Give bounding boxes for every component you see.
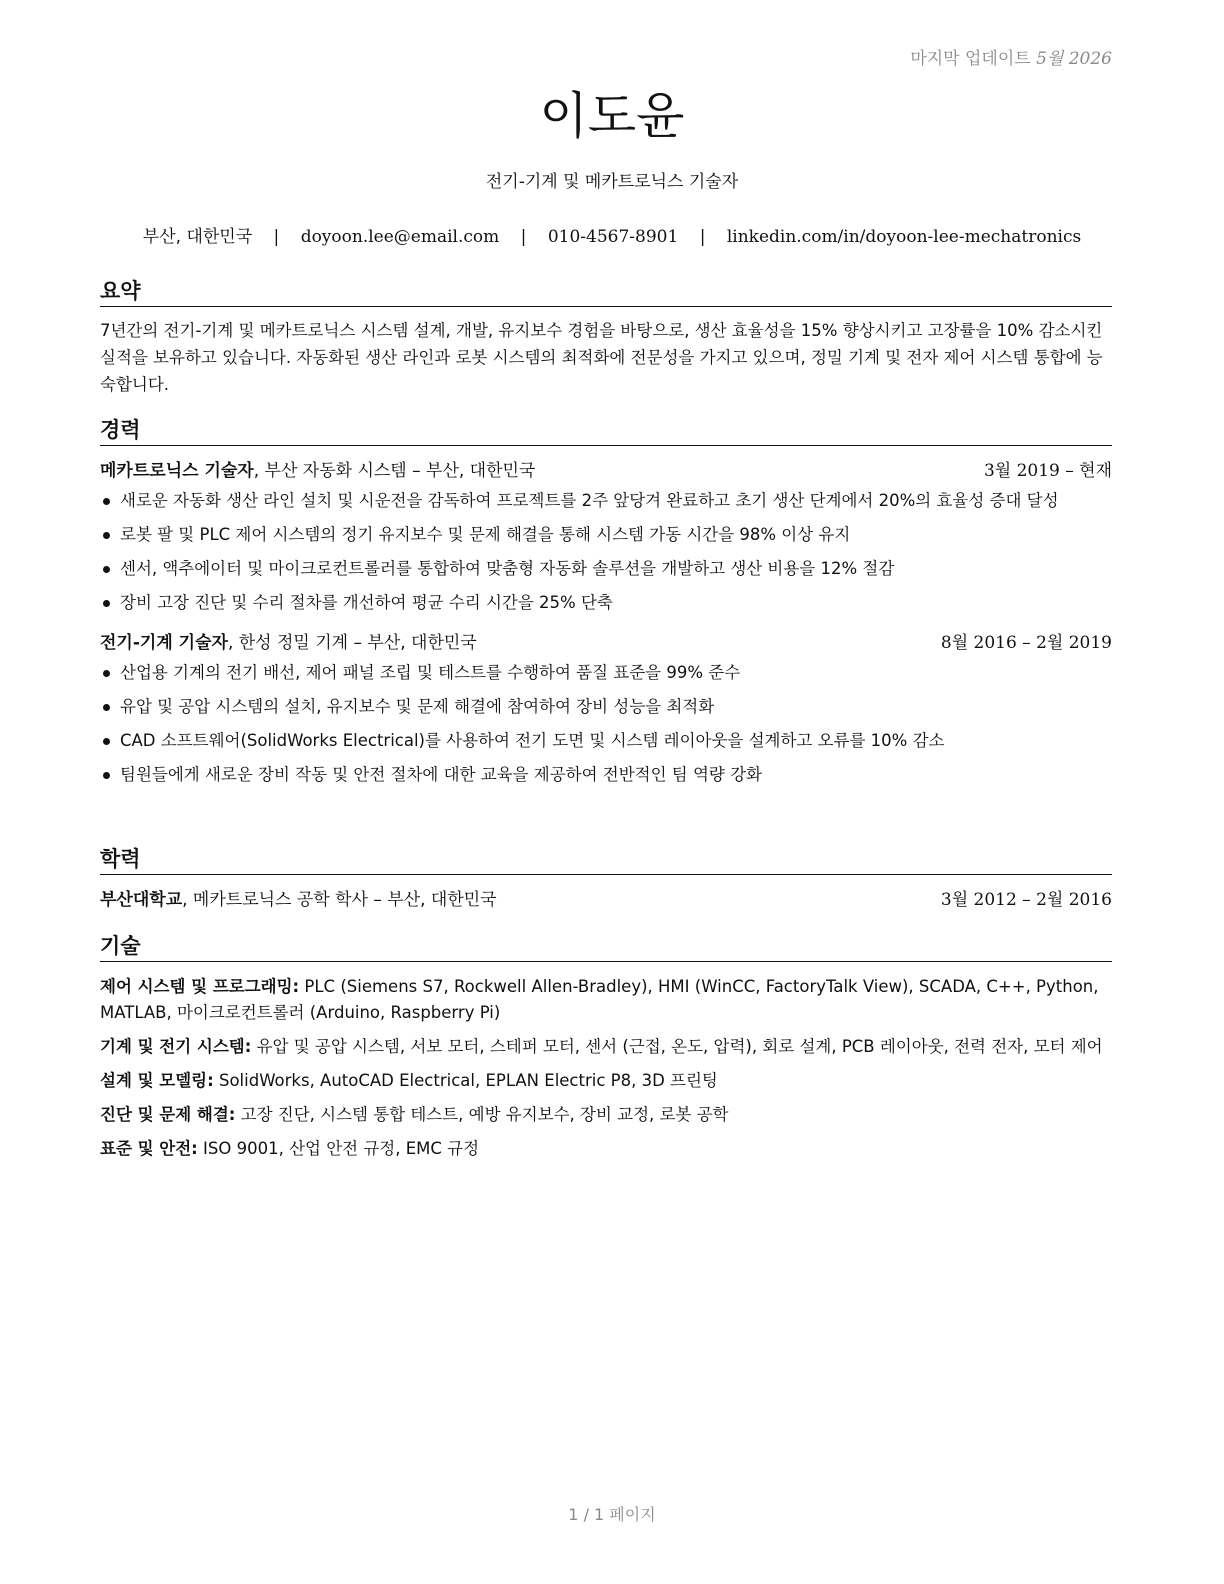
job-bullet: CAD 소프트웨어(SolidWorks Electrical)를 사용하여 전기 도면 및 시스템 레이아웃을 설계하고 오류를 10% 감소 bbox=[100, 728, 1112, 754]
last-updated-month: 5월 bbox=[1036, 49, 1064, 69]
summary-section bbox=[100, 278, 1112, 398]
skill-item bbox=[100, 1136, 1112, 1162]
skill-item bbox=[100, 974, 1112, 1026]
resume-title: 전기-기계 및 메카트로닉스 기술자 bbox=[485, 172, 739, 192]
page-indicator: 1 / 1 페이지 bbox=[568, 1505, 656, 1524]
skills-section bbox=[100, 933, 1112, 1170]
skill-label: 기계 및 전기 시스템: bbox=[100, 1037, 252, 1056]
skill-label: 설계 및 모델링: bbox=[100, 1071, 214, 1090]
job-entry bbox=[100, 458, 1112, 616]
summary-text: 7년간의 전기-기계 및 메카트로닉스 시스템 설계, 개발, 유지보수 경험을 바탕으로, 생산 효율성을 15% 향상시키고 고장률을 10% 감소시킨 실적을 보유하고 있습니다. 자동화된 생산 라인과 로봇 시스템의 최적화에 전문성을 가지고 있으며, 정밀 기계 및 전자 제어 시스템 통합에 능숙합니다. bbox=[100, 321, 1103, 394]
job-company: , 한성 정밀 기계 – 부산, 대한민국 bbox=[227, 633, 477, 653]
job-bullets bbox=[100, 488, 1112, 616]
contact-separator: | bbox=[699, 227, 706, 247]
skills-heading: 기술 bbox=[100, 933, 1112, 962]
education-section bbox=[100, 846, 1112, 913]
education-dates: 3월 2012 – 2월 2016 bbox=[940, 890, 1112, 910]
skill-label: 제어 시스템 및 프로그래밍: bbox=[100, 977, 300, 996]
job-dates: 8월 2016 – 2월 2019 bbox=[940, 633, 1112, 653]
last-updated-label: 마지막 업데이트 bbox=[910, 49, 1031, 69]
contact-linkedin[interactable]: linkedin.com/in/doyoon-lee-mechatronics bbox=[726, 227, 1082, 247]
job-bullet: 새로운 자동화 생산 라인 설치 및 시운전을 감독하여 프로젝트를 2주 앞당겨 완료하고 초기 생산 단계에서 20%의 효율성 증대 달성 bbox=[100, 488, 1112, 514]
contact-separator: | bbox=[520, 227, 527, 247]
job-bullet: 팀원들에게 새로운 장비 작동 및 안전 절차에 대한 교육을 제공하여 전반적인 팀 역량 강화 bbox=[100, 762, 1112, 788]
job-header bbox=[100, 458, 1112, 484]
skill-item bbox=[100, 1068, 1112, 1094]
skill-value: 유압 및 공압 시스템, 서보 모터, 스테퍼 모터, 센서 (근접, 온도, 압력), 회로 설계, PCB 레이아웃, 전력 전자, 모터 제어 bbox=[251, 1037, 1103, 1056]
skill-value: PLC (Siemens S7, Rockwell Allen-Bradley), HMI (WinCC, FactoryTalk View), SCADA, C++, Python, MATLAB, 마이크로컨트롤러 (Arduino, Raspberry Pi) bbox=[100, 977, 1099, 1022]
contact-separator: | bbox=[273, 227, 280, 247]
skill-value: ISO 9001, 산업 안전 규정, EMC 규정 bbox=[197, 1139, 480, 1158]
job-header bbox=[100, 630, 1112, 656]
job-bullet: 장비 고장 진단 및 수리 절차를 개선하여 평균 수리 시간을 25% 단축 bbox=[100, 590, 1112, 616]
job-bullets bbox=[100, 660, 1112, 788]
last-updated-year: 2026 bbox=[1068, 49, 1112, 69]
job-bullet: 센서, 액추에이터 및 마이크로컨트롤러를 통합하여 맞춤형 자동화 솔루션을 개발하고 생산 비용을 12% 절감 bbox=[100, 556, 1112, 582]
education-school: 부산대학교 bbox=[100, 890, 183, 910]
skill-value: SolidWorks, AutoCAD Electrical, EPLAN Electric P8, 3D 프린팅 bbox=[213, 1071, 718, 1090]
skill-value: 고장 진단, 시스템 통합 테스트, 예방 유지보수, 장비 교정, 로봇 공학 bbox=[235, 1105, 729, 1124]
contact-location: 부산, 대한민국 bbox=[142, 227, 253, 247]
summary-heading: 요약 bbox=[100, 278, 1112, 307]
experience-heading: 경력 bbox=[100, 417, 1112, 446]
job-role: 메카트로닉스 기술자 bbox=[100, 461, 254, 481]
contact-email[interactable]: doyoon.lee@email.com bbox=[300, 227, 500, 247]
job-company: , 부산 자동화 시스템 – 부산, 대한민국 bbox=[253, 461, 536, 481]
job-bullet: 로봇 팔 및 PLC 제어 시스템의 정기 유지보수 및 문제 해결을 통해 시스템 가동 시간을 98% 이상 유지 bbox=[100, 522, 1112, 548]
experience-section bbox=[100, 417, 1112, 796]
skill-item bbox=[100, 1102, 1112, 1128]
job-bullet: 유압 및 공압 시스템의 설치, 유지보수 및 문제 해결에 참여하여 장비 성능을 최적화 bbox=[100, 694, 1112, 720]
skill-item bbox=[100, 1034, 1112, 1060]
education-entry bbox=[100, 887, 1112, 913]
education-heading: 학력 bbox=[100, 846, 1112, 875]
last-updated bbox=[910, 44, 1112, 69]
job-dates: 3월 2019 – 현재 bbox=[983, 461, 1112, 481]
resume-name: 이도윤 bbox=[539, 87, 685, 145]
skill-label: 표준 및 안전: bbox=[100, 1139, 198, 1158]
job-role: 전기-기계 기술자 bbox=[100, 633, 228, 653]
contact-line bbox=[0, 225, 1224, 249]
skill-label: 진단 및 문제 해결: bbox=[100, 1105, 236, 1124]
education-degree: , 메카트로닉스 공학 학사 – 부산, 대한민국 bbox=[182, 890, 497, 910]
contact-phone[interactable]: 010-4567-8901 bbox=[547, 227, 679, 247]
job-bullet: 산업용 기계의 전기 배선, 제어 패널 조립 및 테스트를 수행하여 품질 표준을 99% 준수 bbox=[100, 660, 1112, 686]
job-entry bbox=[100, 630, 1112, 788]
